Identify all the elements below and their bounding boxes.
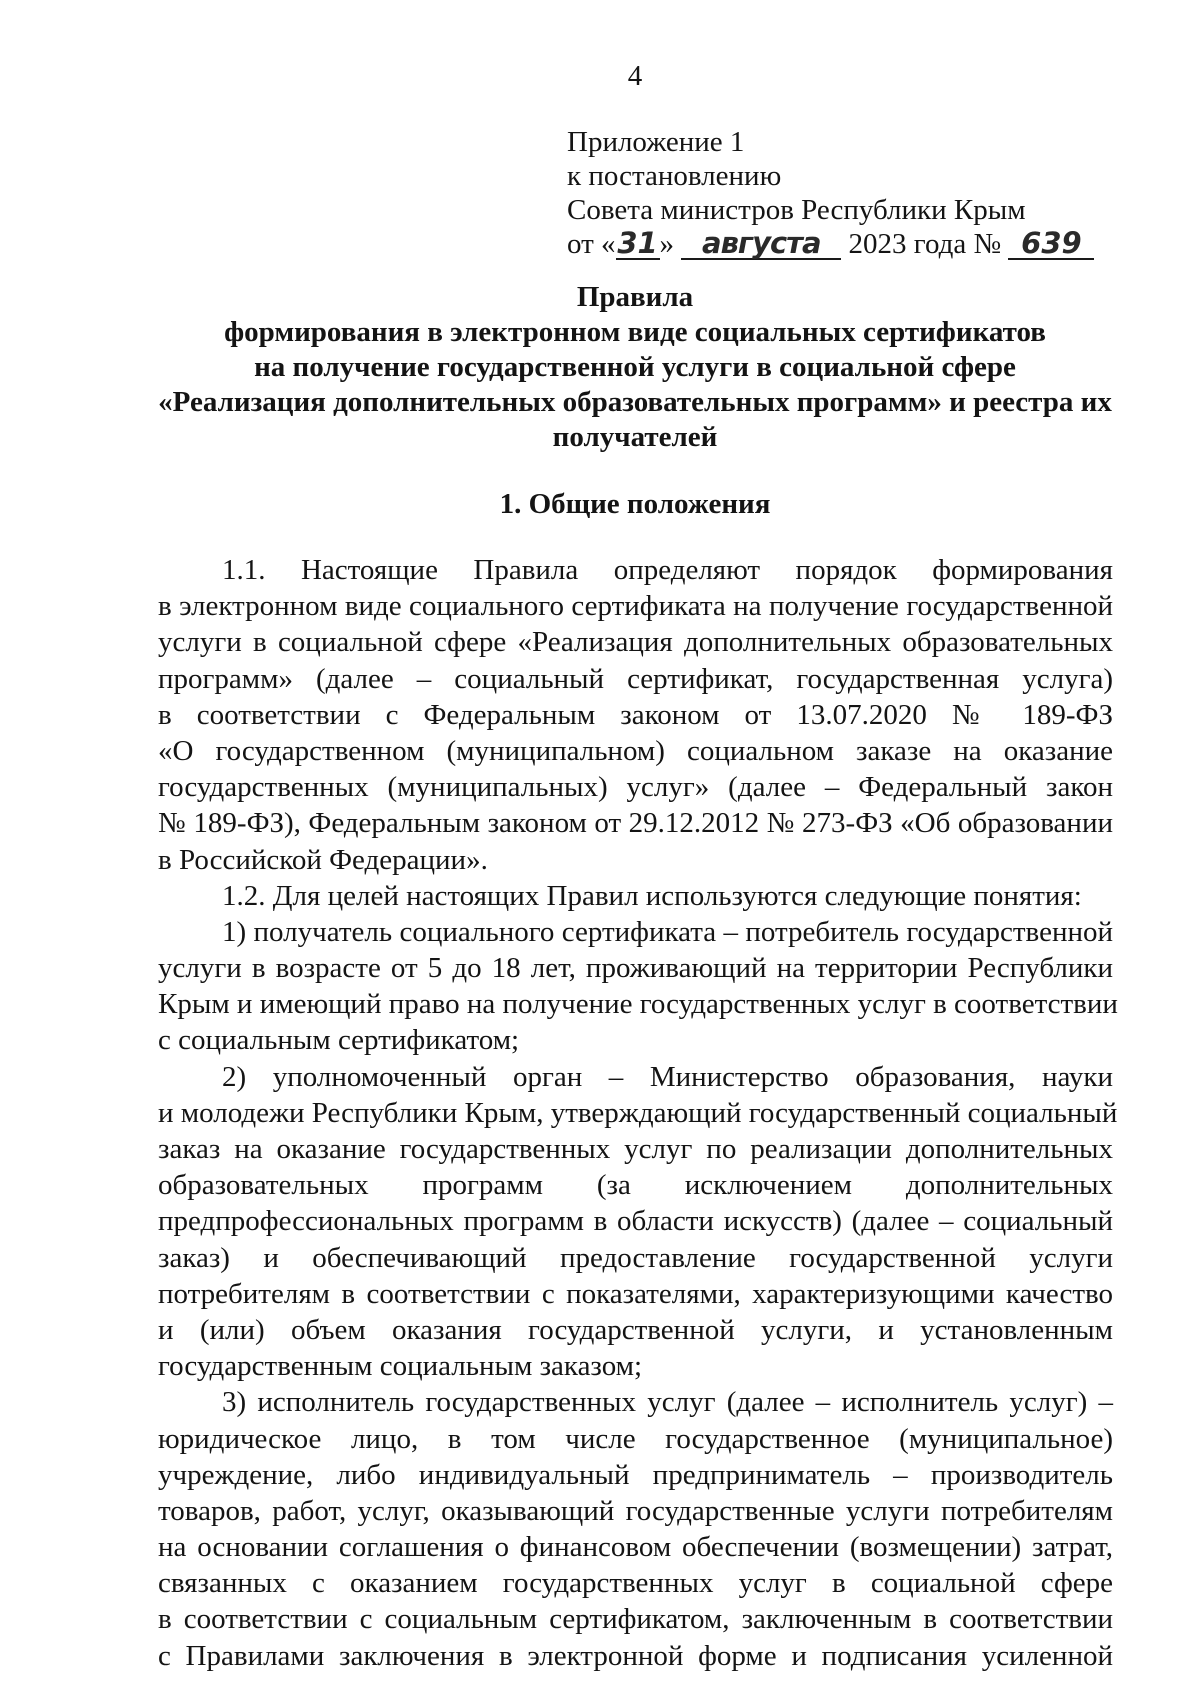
text-line: Крым и имеющий право на получение государственных услуг в соответствии [158,988,1118,1021]
title-line-4: «Реализация дополнительных образовательных программ» и реестра их [158,386,1112,418]
text-line: с социальным сертификатом; [158,1024,520,1057]
text-line: предпрофессиональных программ в области искусств) (далее – социальный [158,1205,1113,1238]
text-line: в электронном виде социального сертификата на получение государственной [158,590,1113,623]
text-line: на основании соглашения о финансовом обеспечении (возмещении) затрат, [158,1531,1113,1564]
date-quote-close: » [659,228,675,260]
title-line-2: формирования в электронном виде социальных сертификатов [224,316,1046,348]
text-line: услуги в социальной сфере «Реализация дополнительных образовательных [158,626,1113,659]
approval-line-2: к постановлению [567,160,782,192]
text-line: заказ на оказание государственных услуг по реализации дополнительных [158,1133,1113,1165]
date-prefix: от « [567,228,616,260]
text-line: государственным социальным заказом; [158,1350,643,1383]
text-line: 2) уполномоченный орган – Министерство образования, науки [222,1060,1113,1093]
handwritten-day: 31 [617,226,658,260]
date-year-label: 2023 года № [848,228,1002,260]
text-line: с Правилами заключения в электронной форме и подписания усиленной [158,1639,1113,1672]
text-line: заказ) и обеспечивающий предоставление государственной услуги [158,1241,1113,1274]
page-number: 4 [627,60,643,92]
text-line: и (или) объем оказания государственной услуги, и установленным [158,1313,1113,1346]
text-line: услуги в возрасте от 5 до 18 лет, проживающий на территории Республики [158,952,1113,985]
text-line: учреждение, либо индивидуальный предприниматель – производитель [158,1458,1113,1491]
body-text [158,552,1118,1674]
title-line-5: получателей [552,421,718,453]
text-line: 1) получатель социального сертификата – потребитель государственной [222,915,1113,948]
title-line-1: Правила [576,281,694,313]
text-line: товаров, работ, услуг, оказывающий государственные услуги потребителям [158,1494,1113,1527]
document-title [150,280,1120,455]
text-line: связанных с оказанием государственных услуг в социальной сфере [158,1567,1113,1600]
text-line: и молодежи Республики Крым, утверждающий государственный социальный [158,1096,1118,1129]
approval-date-line [567,227,1094,261]
title-line-3: на получение государственной услуги в социальной сфере [254,351,1016,383]
text-line: юридическое лицо, в том числе государственное (муниципальное) [158,1422,1113,1455]
approval-line-1: Приложение 1 [567,126,745,158]
text-line: в соответствии с социальным сертификатом, заключенным в соответствии [158,1603,1113,1636]
text-line: № 189-ФЗ), Федеральным законом от 29.12.2012 № 273-ФЗ «Об образовании [158,807,1113,840]
text-line: «О государственном (муниципальном) социальном заказе на оказание [158,734,1113,767]
text-line: государственных (муниципальных) услуг» (далее – Федеральный закон [158,771,1113,804]
text-line: 3) исполнитель государственных услуг (далее – исполнитель услуг) – [222,1386,1113,1419]
text-line: программ» (далее – социальный сертификат, государственная услуга) [158,662,1113,695]
handwritten-doc-number: 639 [1008,228,1094,260]
text-line: 1.2. Для целей настоящих Правил используются следующие понятия: [222,879,1082,912]
approval-line-3: Совета министров Республики Крым [567,194,1026,226]
text-line: в соответствии с Федеральным законом от 13.07.2020 № 189-ФЗ [158,698,1113,731]
text-line: в Российской Федерации». [158,843,488,876]
section-heading: 1. Общие положения [499,488,771,520]
text-line: 1.1. Настоящие Правила определяют порядок формирования [222,554,1113,586]
approval-block [567,125,1094,261]
text-line: образовательных программ (за исключением дополнительных [158,1169,1113,1202]
handwritten-month: августа [681,228,841,260]
text-line: потребителям в соответствии с показателями, характеризующими качество [158,1277,1113,1310]
